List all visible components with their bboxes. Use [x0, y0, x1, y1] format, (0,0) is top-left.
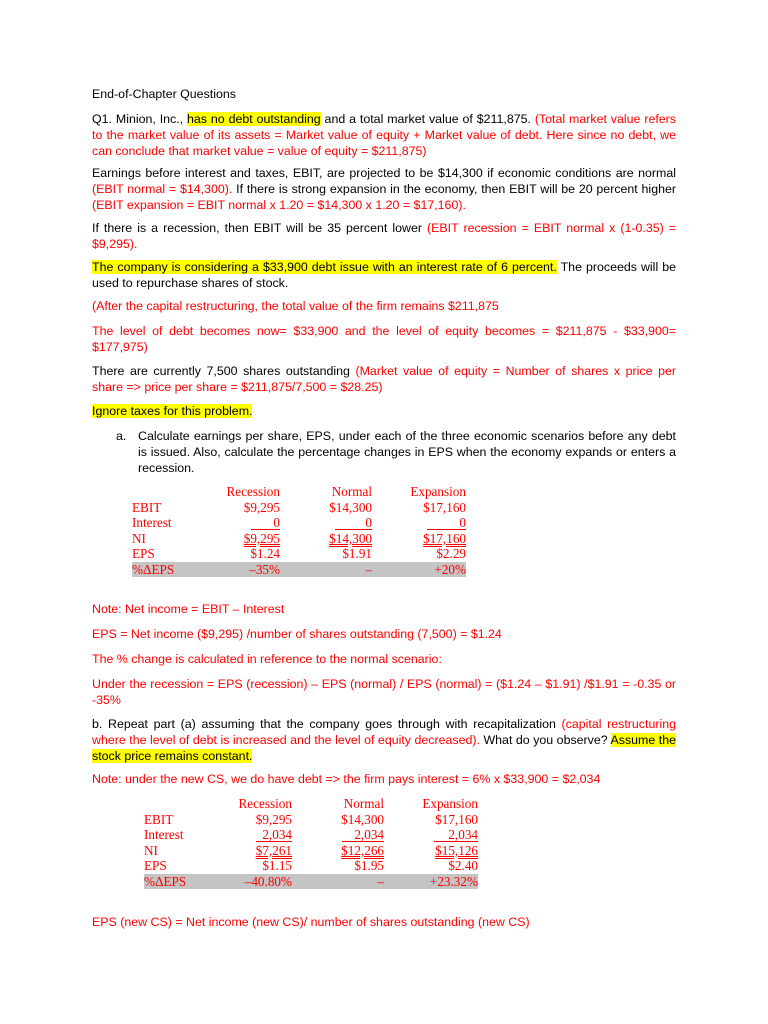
q1-paragraph	[92, 111, 676, 159]
table-row	[132, 546, 466, 562]
row-label: EPS	[144, 858, 167, 874]
shares-text: There are currently 7,500 shares outstanding	[92, 364, 356, 378]
cell: 2,034	[342, 828, 384, 842]
cell: $17,160	[435, 811, 478, 827]
eps-table-before-debt	[132, 484, 466, 577]
table-row	[144, 858, 478, 874]
cell: 2,034	[434, 828, 478, 842]
ebit-text-2: If there is strong expansion in the economy, then EBIT will be 20 percent higher	[232, 182, 676, 196]
eps-table-after-recap	[144, 796, 478, 889]
cell: +20%	[372, 562, 466, 578]
cell: –	[280, 562, 372, 578]
header-expansion: Expansion	[422, 796, 478, 812]
table-row	[132, 500, 466, 516]
cell: $1.24	[250, 546, 280, 562]
table-row	[144, 874, 478, 890]
part-b-text-2: What do you observe?	[479, 733, 611, 747]
part-b-highlight: Assume the stock price remains constant.	[92, 733, 676, 763]
cell: $1.15	[262, 858, 292, 874]
cell: $14,300	[329, 530, 372, 546]
table-row	[144, 827, 478, 843]
ebit-paragraph	[92, 165, 676, 213]
q1-note: (Total market value refers to the market value of its assets = Market value of equity + Market value of debt. Here since no debt, we can conclude that market value = value of equity = $211,875)	[92, 112, 676, 158]
cell: $2.40	[448, 858, 478, 874]
new-cs-interest-note: Note: under the new CS, we do have debt => the firm pays interest = 6% x $33,900 = $2,034	[92, 772, 601, 786]
after-restructuring-note: (After the capital restructuring, the total value of the firm remains $211,875	[92, 299, 499, 313]
row-label: EBIT	[144, 811, 174, 827]
ebit-note-1: (EBIT normal = $14,300).	[92, 182, 233, 196]
shares-paragraph	[92, 363, 676, 395]
header-recession: Recession	[238, 796, 292, 812]
cell: $9,295	[255, 811, 292, 827]
net-income-note: Note: Net income = EBIT – Interest	[92, 602, 285, 616]
table-header-row	[144, 796, 478, 812]
level-of-debt-note: The level of debt becomes now= $33,900 and the level of equity becomes = $211,875 - $33,900= $177,975)	[92, 324, 676, 354]
cell: $1.91	[342, 546, 372, 562]
part-b-note: (capital restructuring where the level of debt is increased and the level of equity decreased).	[92, 717, 677, 747]
ebit-text-1: Earnings before interest and taxes, EBIT, are projected to be $14,300 if economic conditions are normal	[92, 166, 676, 180]
cell: –	[292, 874, 384, 890]
part-a-paragraph	[116, 428, 676, 476]
cell: $17,160	[423, 530, 466, 546]
row-label: NI	[132, 530, 146, 546]
part-a-marker: a.	[116, 429, 127, 443]
q1-highlight: has no debt outstanding	[187, 112, 321, 126]
cell: $14,300	[329, 499, 372, 515]
row-label: Interest	[144, 827, 184, 843]
section-heading: End-of-Chapter Questions	[92, 87, 236, 101]
row-label: NI	[144, 842, 158, 858]
part-a-text: Calculate earnings per share, EPS, under each of the three economic scenarios before any debt is issued. Also, calculate the percentage changes in EPS when the economy expands or enters a recession.	[138, 429, 676, 475]
table-row	[132, 562, 466, 578]
debt-text: The proceeds will be used to repurchase shares of stock.	[92, 260, 676, 290]
table-row	[144, 843, 478, 859]
header-expansion: Expansion	[410, 484, 466, 500]
debt-highlight: The company is considering a $33,900 debt issue with an interest rate of 6 percent.	[92, 260, 557, 274]
row-label: %ΔEPS	[144, 874, 232, 890]
part-b-text-1: b. Repeat part (a) assuming that the company goes through with recapitalization	[92, 717, 562, 731]
table-row	[144, 812, 478, 828]
header-normal: Normal	[343, 796, 384, 812]
cell: $9,295	[243, 530, 280, 546]
header-normal: Normal	[331, 484, 372, 500]
ignore-taxes-paragraph	[92, 403, 676, 419]
cell: $9,295	[243, 499, 280, 515]
eps-new-cs-note: EPS (new CS) = Net income (new CS)/ number of shares outstanding (new CS)	[92, 915, 530, 929]
debt-paragraph	[92, 259, 676, 291]
cell: $15,126	[435, 842, 478, 858]
cell: –35%	[220, 562, 280, 578]
table-row	[132, 531, 466, 547]
row-label: Interest	[132, 515, 172, 531]
header-recession: Recession	[226, 484, 280, 500]
cell: +23.32%	[384, 874, 478, 890]
row-label: EPS	[132, 546, 155, 562]
row-label: %ΔEPS	[132, 562, 220, 578]
cell: $1.95	[354, 858, 384, 874]
recession-paragraph	[92, 220, 676, 252]
cell: $17,160	[423, 499, 466, 515]
pct-change-note: The % change is calculated in reference to the normal scenario:	[92, 652, 442, 666]
cell: 2,034	[256, 828, 292, 842]
row-label: EBIT	[132, 499, 162, 515]
shares-note: (Market value of equity = Number of shares x price per share => price per share = $211,875/7,500 = $28.25)	[92, 364, 676, 394]
part-b-paragraph	[92, 716, 676, 764]
table-header-row	[132, 484, 466, 500]
cell: $2.29	[436, 546, 466, 562]
recession-note: (EBIT recession = EBIT normal x (1-0.35) = $9,295).	[92, 221, 677, 251]
cell: 0	[335, 516, 372, 530]
cell: $14,300	[341, 811, 384, 827]
cell: 0	[427, 516, 466, 530]
table-row	[132, 515, 466, 531]
cell: 0	[251, 516, 280, 530]
recession-text: If there is a recession, then EBIT will be 35 percent lower	[92, 221, 428, 235]
q1-intro: Q1. Minion, Inc.,	[92, 112, 188, 126]
cell: –40.80%	[232, 874, 292, 890]
under-recession-note: Under the recession = EPS (recession) – EPS (normal) / EPS (normal) = ($1.24 – $1.91) /$1.91 = -0.35 or -35%	[92, 677, 676, 707]
cell: $7,261	[255, 842, 292, 858]
cell: $12,266	[341, 842, 384, 858]
eps-calculation-note: EPS = Net income ($9,295) /number of shares outstanding (7,500) = $1.24	[92, 627, 502, 641]
q1-mid: and a total market value of $211,875.	[320, 112, 535, 126]
ebit-note-2: (EBIT expansion = EBIT normal x 1.20 = $14,300 x 1.20 = $17,160).	[92, 198, 466, 212]
ignore-taxes-highlight: Ignore taxes for this problem.	[92, 404, 253, 418]
